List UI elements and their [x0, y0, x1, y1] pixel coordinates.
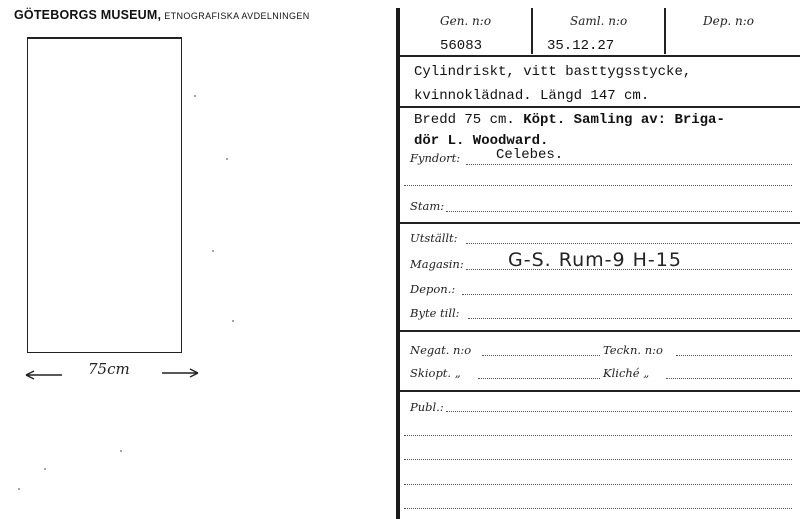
section-rule	[400, 390, 800, 392]
header-rule	[400, 55, 800, 57]
speck	[44, 468, 46, 470]
department-name: ETNOGRAFISKA AVDELNINGEN	[164, 11, 310, 21]
speck	[212, 250, 214, 252]
speck	[226, 158, 228, 160]
utstallt-label: Utställt:	[410, 231, 458, 245]
byte-label: Byte till:	[410, 306, 460, 320]
dotted-line	[478, 378, 600, 379]
dotted-line	[676, 355, 792, 356]
speck	[194, 95, 196, 97]
cloth-sketch	[27, 37, 182, 353]
width-measurement: 75cm	[88, 360, 130, 378]
fyndort-value: Celebes.	[496, 147, 564, 163]
dotted-line	[404, 435, 792, 436]
depon-label: Depon.:	[410, 282, 456, 296]
section-rule	[400, 222, 800, 224]
dotted-line	[482, 355, 600, 356]
card-margin-rule	[396, 8, 400, 519]
description-line: kvinnoklädnad. Längd 147 cm.	[414, 88, 650, 104]
description-line-part: Bredd 75 cm.	[414, 112, 515, 128]
description-line	[414, 112, 725, 128]
dotted-line	[404, 508, 792, 509]
dotted-line	[446, 411, 792, 412]
description-rule	[400, 106, 800, 108]
header-divider	[531, 8, 533, 54]
negat-label: Negat. n:o	[410, 343, 472, 357]
dotted-line	[666, 378, 792, 379]
fyndort-label: Fyndort:	[410, 151, 461, 165]
publ-label: Publ.:	[410, 400, 444, 414]
description-line-part: Köpt. Samling av: Briga-	[514, 112, 725, 128]
magasin-value: G-S. Rum-9 H-15	[508, 249, 682, 271]
museum-name: GÖTEBORGS MUSEUM,	[14, 8, 162, 22]
section-rule	[400, 330, 800, 332]
gen-label: Gen. n:o	[440, 14, 492, 28]
dotted-line	[466, 243, 792, 244]
stam-label: Stam:	[410, 199, 445, 213]
dotted-line	[446, 211, 792, 212]
kliche-label: Kliché „	[603, 366, 650, 380]
teckn-label: Teckn. n:o	[603, 343, 663, 357]
dotted-line	[404, 185, 792, 186]
dotted-line	[404, 459, 792, 460]
saml-label: Saml. n:o	[570, 14, 628, 28]
dotted-line	[462, 294, 792, 295]
speck	[120, 450, 122, 452]
speck	[232, 320, 234, 322]
description-line: Cylindriskt, vitt basttygsstycke,	[414, 64, 692, 80]
magasin-label: Magasin:	[410, 257, 464, 271]
dep-label: Dep. n:o	[703, 14, 755, 28]
skiopt-label: Skiopt. „	[410, 366, 461, 380]
gen-value: 56083	[440, 38, 483, 54]
dotted-line	[468, 318, 792, 319]
header-divider	[664, 8, 666, 54]
dotted-line	[466, 269, 792, 270]
saml-value: 35.12.27	[547, 38, 615, 54]
dotted-line	[466, 164, 792, 165]
speck	[18, 488, 20, 490]
description-line: dör L. Woodward.	[414, 133, 549, 149]
dotted-line	[404, 484, 792, 485]
museum-header	[14, 8, 310, 22]
